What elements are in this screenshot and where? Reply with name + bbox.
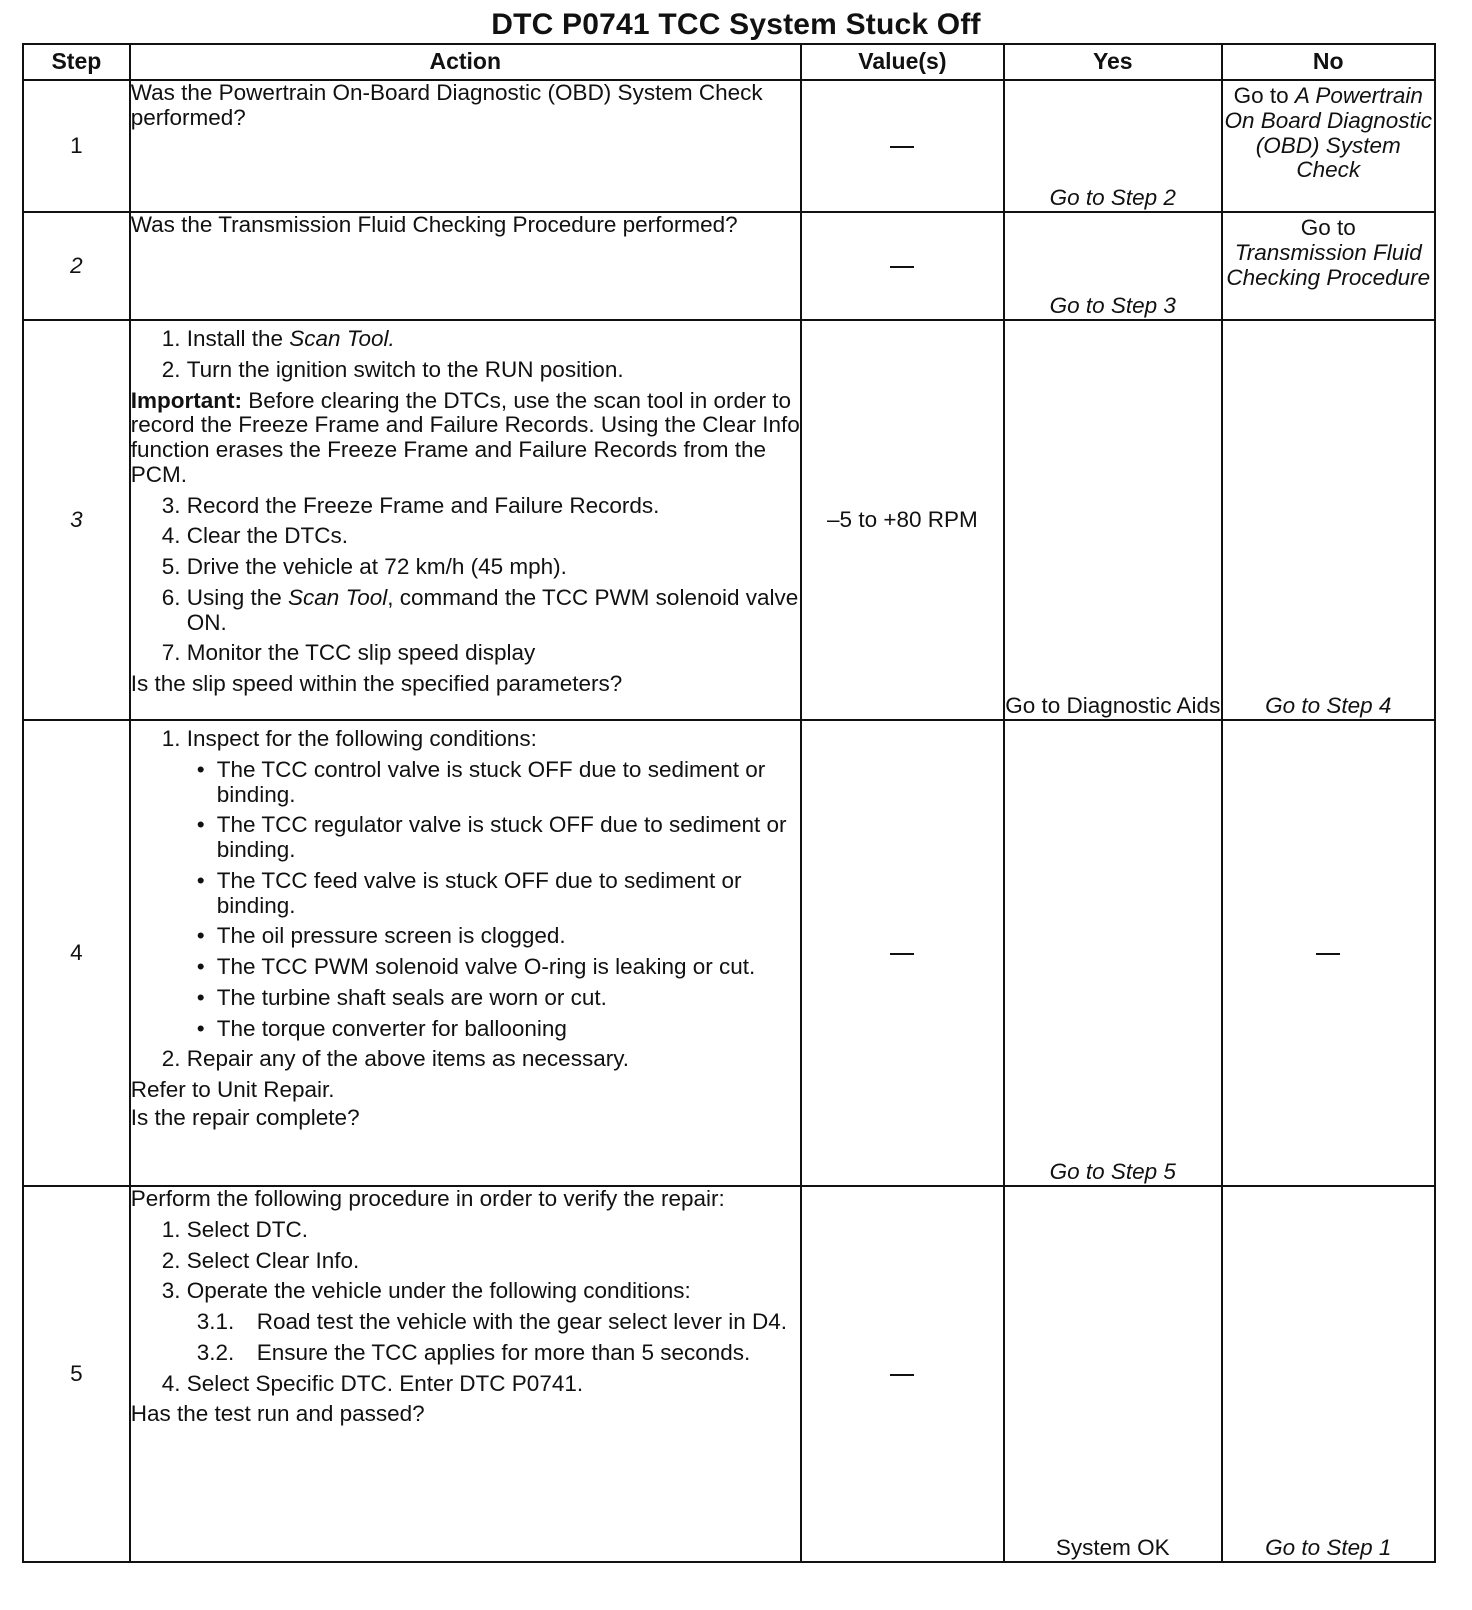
scan-tool-link: Scan Tool (288, 584, 388, 610)
yes-result[interactable]: Go to Diagnostic Aids (1004, 320, 1222, 720)
header-values: Value(s) (801, 44, 1004, 80)
action-cell (130, 720, 801, 1186)
header-no: No (1222, 44, 1435, 80)
action-text: Using the (186, 584, 289, 610)
condition-item: • The TCC control valve is stuck OFF due to sediment or binding. (217, 758, 800, 808)
action-list (131, 494, 800, 667)
action-item: 7. Monitor the TCC slip speed display (187, 641, 800, 666)
sub-step-text: Road test the vehicle with the gear select lever in D4. (256, 1309, 787, 1334)
action-cell (130, 320, 801, 720)
dash-mark (890, 146, 914, 148)
dash-mark (890, 1374, 914, 1376)
no-link[interactable]: A Powertrain On Board Diagnostic (OBD) System Check (1224, 83, 1433, 183)
action-item (187, 586, 800, 636)
action-question: Was the Transmission Fluid Checking Procedure performed? (130, 212, 738, 237)
condition-item: • The torque converter for ballooning (217, 1017, 800, 1042)
action-item: 2. Turn the ignition switch to the RUN position. (187, 358, 800, 383)
table-row-step-1 (23, 80, 1435, 212)
dash-mark (890, 953, 914, 955)
step-number: 2 (23, 212, 130, 320)
action-item: 2. Repair any of the above items as necessary. (187, 1047, 800, 1072)
step-number: 5 (23, 1186, 130, 1562)
action-cell (130, 1186, 801, 1562)
action-item: 4. Select Specific DTC. Enter DTC P0741. (187, 1372, 800, 1397)
no-result[interactable]: Go to Step 4 (1222, 320, 1435, 720)
no-link[interactable]: Transmission Fluid Checking Procedure (1226, 239, 1431, 290)
value-cell (801, 80, 1004, 212)
sub-step-text: Ensure the TCC applies for more than 5 seconds. (256, 1339, 751, 1365)
action-item (187, 327, 800, 352)
step-number: 1 (23, 80, 130, 212)
table-row-step-4 (23, 720, 1435, 1186)
value-cell (801, 212, 1004, 320)
condition-item: • The TCC regulator valve is stuck OFF due to sediment or binding. (217, 813, 800, 863)
diagnostic-table (22, 43, 1436, 1563)
table-row-step-2 (23, 212, 1435, 320)
action-cell (130, 212, 801, 320)
action-list (131, 327, 800, 383)
action-cell (130, 80, 801, 212)
step-number: 4 (23, 720, 130, 1186)
action-text: Install the (186, 326, 290, 351)
important-text: Before clearing the DTCs, use the scan tool in order to record the Freeze Frame and Failure Records. Using the Clear Info function erases the Freeze Frame and Failure Records from the PCM. (130, 387, 800, 487)
table-header-row (23, 44, 1435, 80)
action-item (187, 727, 800, 1041)
no-result (1222, 720, 1435, 1186)
yes-result[interactable]: Go to Step 5 (1004, 720, 1222, 1186)
scan-tool-link: Scan Tool. (289, 326, 395, 351)
yes-result[interactable]: Go to Step 3 (1004, 212, 1222, 320)
no-prefix: Go to (1233, 83, 1289, 108)
yes-result[interactable]: Go to Step 2 (1004, 80, 1222, 212)
yes-result[interactable]: System OK (1004, 1186, 1222, 1562)
table-row-step-3 (23, 320, 1435, 720)
no-result[interactable] (1222, 80, 1435, 212)
action-list (131, 727, 800, 1072)
condition-item: • The TCC PWM solenoid valve O-ring is leaking or cut. (217, 955, 800, 980)
action-item: 3. Operate the vehicle under the following conditions: (187, 1279, 800, 1304)
important-note (131, 389, 800, 488)
important-label: Important: (130, 387, 242, 413)
header-step: Step (23, 44, 130, 80)
condition-item: • The oil pressure screen is clogged. (217, 924, 800, 949)
no-prefix: Go to (1300, 215, 1356, 240)
action-text: Inspect for the following conditions: (186, 726, 537, 751)
action-question: Is the slip speed within the specified parameters? (130, 671, 623, 696)
header-action: Action (130, 44, 801, 80)
sub-step (197, 1310, 800, 1335)
procedure-intro: Perform the following procedure in order to verify the repair: (130, 1186, 725, 1211)
action-item: 2. Select Clear Info. (187, 1249, 800, 1274)
action-list (131, 1372, 800, 1397)
value-cell: –5 to +80 RPM (801, 320, 1004, 720)
header-yes: Yes (1004, 44, 1222, 80)
dash-mark (1316, 953, 1340, 955)
action-list (131, 1218, 800, 1304)
page-title: DTC P0741 TCC System Stuck Off (491, 8, 981, 41)
action-question: Is the repair complete? (130, 1104, 360, 1130)
value-cell (801, 720, 1004, 1186)
action-question: Has the test run and passed? (130, 1401, 425, 1427)
no-result[interactable] (1222, 212, 1435, 320)
dash-mark (890, 266, 914, 268)
refer-note: Refer to Unit Repair. (130, 1077, 335, 1102)
sub-step-number: 3.2. (196, 1339, 235, 1365)
action-item: 1. Select DTC. (187, 1218, 800, 1243)
table-row-step-5 (23, 1186, 1435, 1562)
sub-step (197, 1341, 800, 1366)
action-question: Was the Powertrain On-Board Diagnostic (OBD) System Check performed? (130, 80, 763, 130)
action-item: 3. Record the Freeze Frame and Failure Records. (187, 494, 800, 519)
condition-item: • The turbine shaft seals are worn or cut. (217, 986, 800, 1011)
sub-step-number: 3.1. (196, 1309, 235, 1334)
value-cell (801, 1186, 1004, 1562)
condition-item: • The TCC feed valve is stuck OFF due to sediment or binding. (217, 869, 800, 919)
action-item: 5. Drive the vehicle at 72 km/h (45 mph). (187, 555, 800, 580)
condition-list (187, 758, 800, 1042)
action-text: , command the TCC PWM solenoid valve ON. (186, 584, 799, 635)
action-item: 4. Clear the DTCs. (187, 524, 800, 549)
step-number: 3 (23, 320, 130, 720)
no-result[interactable]: Go to Step 1 (1222, 1186, 1435, 1562)
